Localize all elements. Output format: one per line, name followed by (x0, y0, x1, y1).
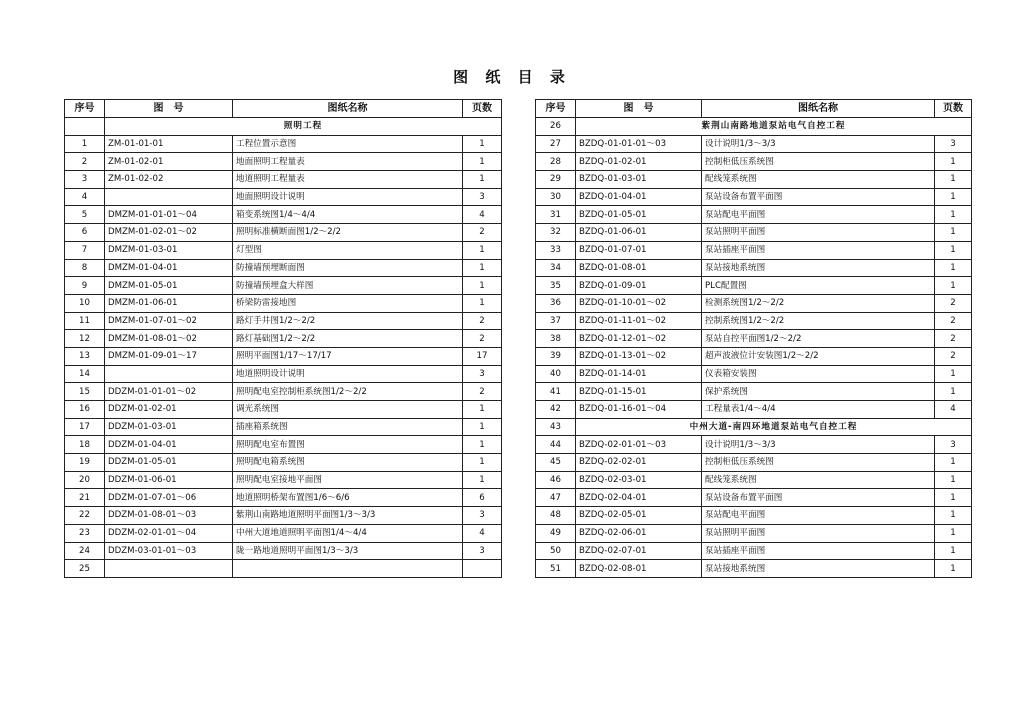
row-drawing-name: 紫荆山南路地道照明平面图1/3～3/3 (233, 507, 463, 525)
table-row (65, 206, 502, 224)
row-drawing-name (233, 560, 463, 578)
table-header-row (536, 100, 972, 118)
table-row (65, 524, 502, 542)
row-pages: 1 (935, 542, 972, 560)
row-drawing-name: 泵站设备布置平面图 (702, 188, 935, 206)
row-seq: 27 (536, 135, 576, 153)
row-pages: 1 (935, 471, 972, 489)
row-drawing-name: 控制柜低压系统图 (702, 153, 935, 171)
row-pages: 17 (463, 347, 502, 365)
row-drawing-name: 照明配电室控制柜系统图1/2～2/2 (233, 383, 463, 401)
section-title: 照明工程 (105, 118, 502, 136)
table-row (65, 418, 502, 436)
row-drawing-no: BZDQ-02-05-01 (576, 507, 702, 525)
row-drawing-name: 照明配电箱系统图 (233, 454, 463, 472)
row-pages: 2 (935, 294, 972, 312)
row-drawing-no: DMZM-01-06-01 (105, 294, 233, 312)
row-drawing-no: BZDQ-01-14-01 (576, 365, 702, 383)
table-row (65, 188, 502, 206)
row-drawing-name: 路灯手井图1/2～2/2 (233, 312, 463, 330)
row-seq: 6 (65, 224, 105, 242)
row-drawing-no: BZDQ-01-04-01 (576, 188, 702, 206)
page-title: 图 纸 目 录 (453, 68, 571, 86)
row-drawing-name: PLC配置图 (702, 277, 935, 295)
row-seq: 9 (65, 277, 105, 295)
row-drawing-no (105, 365, 233, 383)
row-pages: 1 (463, 259, 502, 277)
row-seq: 17 (65, 418, 105, 436)
row-drawing-no: ZM-01-02-02 (105, 171, 233, 189)
row-drawing-no: DMZM-01-05-01 (105, 277, 233, 295)
row-seq: 33 (536, 241, 576, 259)
row-drawing-no: DMZM-01-09-01～17 (105, 347, 233, 365)
row-drawing-no: BZDQ-01-16-01～04 (576, 401, 702, 419)
table-row (536, 401, 972, 419)
row-seq: 43 (536, 418, 576, 436)
row-drawing-no: BZDQ-02-06-01 (576, 524, 702, 542)
row-seq: 45 (536, 454, 576, 472)
table-row (536, 471, 972, 489)
row-pages: 6 (463, 489, 502, 507)
table-row (65, 365, 502, 383)
table-row (536, 347, 972, 365)
row-seq: 41 (536, 383, 576, 401)
row-drawing-name: 泵站自控平面图1/2～2/2 (702, 330, 935, 348)
row-seq: 15 (65, 383, 105, 401)
row-drawing-no: DDZM-03-01-01～03 (105, 542, 233, 560)
row-seq: 35 (536, 277, 576, 295)
row-pages: 4 (935, 401, 972, 419)
row-seq: 2 (65, 153, 105, 171)
row-pages: 1 (463, 471, 502, 489)
row-drawing-no: BZDQ-01-13-01～02 (576, 347, 702, 365)
row-pages: 1 (935, 277, 972, 295)
row-drawing-no: DDZM-01-06-01 (105, 471, 233, 489)
drawing-index-table-right (535, 99, 972, 578)
table-row (536, 330, 972, 348)
row-pages: 1 (463, 171, 502, 189)
table-row (65, 294, 502, 312)
table-row (536, 241, 972, 259)
row-drawing-no: BZDQ-01-05-01 (576, 206, 702, 224)
row-seq: 31 (536, 206, 576, 224)
drawing-index-table-left (64, 99, 502, 578)
table-row (536, 507, 972, 525)
row-drawing-name: 照明配电室布置图 (233, 436, 463, 454)
table-row (536, 206, 972, 224)
row-drawing-name: 设计说明1/3～3/3 (702, 135, 935, 153)
row-pages: 3 (463, 542, 502, 560)
section-row (536, 118, 972, 136)
row-seq: 8 (65, 259, 105, 277)
header-drawing-name: 图纸名称 (702, 100, 935, 118)
row-pages: 2 (463, 312, 502, 330)
table-row (65, 135, 502, 153)
table-row (65, 259, 502, 277)
row-seq: 47 (536, 489, 576, 507)
row-seq: 12 (65, 330, 105, 348)
table-row (65, 454, 502, 472)
row-pages: 1 (935, 560, 972, 578)
row-seq: 38 (536, 330, 576, 348)
row-pages: 1 (935, 188, 972, 206)
row-seq: 10 (65, 294, 105, 312)
row-drawing-no: BZDQ-02-08-01 (576, 560, 702, 578)
row-pages (463, 560, 502, 578)
row-seq: 50 (536, 542, 576, 560)
row-drawing-name: 地道照明设计说明 (233, 365, 463, 383)
table-row (65, 383, 502, 401)
row-drawing-name: 泵站接地系统图 (702, 560, 935, 578)
row-pages: 1 (463, 294, 502, 312)
row-seq: 37 (536, 312, 576, 330)
row-seq: 11 (65, 312, 105, 330)
table-header-row (65, 100, 502, 118)
table-row (65, 224, 502, 242)
row-seq: 14 (65, 365, 105, 383)
table-row (536, 224, 972, 242)
row-seq: 26 (536, 118, 576, 136)
row-drawing-name: 泵站配电平面图 (702, 507, 935, 525)
row-drawing-name: 配线笼系统图 (702, 471, 935, 489)
table-row (536, 171, 972, 189)
row-drawing-name: 灯型图 (233, 241, 463, 259)
row-pages: 1 (935, 524, 972, 542)
table-row (536, 383, 972, 401)
row-drawing-name: 泵站照明平面图 (702, 524, 935, 542)
table-row (536, 188, 972, 206)
table-row (536, 436, 972, 454)
row-seq: 1 (65, 135, 105, 153)
row-drawing-no: BZDQ-01-07-01 (576, 241, 702, 259)
row-seq: 49 (536, 524, 576, 542)
table-row (536, 524, 972, 542)
row-drawing-name: 防撞墙预埋断面图 (233, 259, 463, 277)
row-seq: 23 (65, 524, 105, 542)
row-pages: 4 (463, 524, 502, 542)
row-pages: 1 (935, 153, 972, 171)
row-drawing-no: DDZM-01-04-01 (105, 436, 233, 454)
table-row (536, 135, 972, 153)
row-drawing-no: DDZM-01-03-01 (105, 418, 233, 436)
row-drawing-no: ZM-01-01-01 (105, 135, 233, 153)
row-drawing-no (105, 188, 233, 206)
row-pages: 2 (463, 383, 502, 401)
header-drawing-no: 图 号 (576, 100, 702, 118)
row-drawing-name: 检测系统图1/2～2/2 (702, 294, 935, 312)
table-row (536, 259, 972, 277)
row-seq: 3 (65, 171, 105, 189)
table-row (536, 294, 972, 312)
table-row (65, 330, 502, 348)
row-seq: 5 (65, 206, 105, 224)
table-row (65, 312, 502, 330)
row-seq: 22 (65, 507, 105, 525)
row-drawing-name: 设计说明1/3～3/3 (702, 436, 935, 454)
row-seq: 42 (536, 401, 576, 419)
row-drawing-no: BZDQ-02-01-01～03 (576, 436, 702, 454)
row-seq: 7 (65, 241, 105, 259)
row-seq: 39 (536, 347, 576, 365)
row-seq: 20 (65, 471, 105, 489)
row-seq: 25 (65, 560, 105, 578)
row-pages: 1 (463, 401, 502, 419)
row-pages: 1 (935, 383, 972, 401)
row-drawing-no: ZM-01-02-01 (105, 153, 233, 171)
table-row (536, 542, 972, 560)
row-pages: 1 (463, 436, 502, 454)
row-drawing-no: DDZM-01-05-01 (105, 454, 233, 472)
row-seq: 44 (536, 436, 576, 454)
row-drawing-name: 工程量表1/4～4/4 (702, 401, 935, 419)
row-drawing-name: 工程位置示意图 (233, 135, 463, 153)
row-pages: 1 (463, 277, 502, 295)
row-drawing-name: 泵站接地系统图 (702, 259, 935, 277)
row-drawing-no: BZDQ-01-06-01 (576, 224, 702, 242)
table-row (536, 454, 972, 472)
row-drawing-no: BZDQ-02-07-01 (576, 542, 702, 560)
row-drawing-name: 泵站配电平面图 (702, 206, 935, 224)
row-seq: 36 (536, 294, 576, 312)
row-drawing-no: BZDQ-01-02-01 (576, 153, 702, 171)
table-row (65, 347, 502, 365)
row-pages: 1 (935, 224, 972, 242)
table-row (65, 241, 502, 259)
row-pages: 3 (463, 365, 502, 383)
row-drawing-name: 桥梁防雷接地图 (233, 294, 463, 312)
row-seq: 21 (65, 489, 105, 507)
row-pages: 1 (463, 241, 502, 259)
row-seq: 4 (65, 188, 105, 206)
row-drawing-name: 调光系统图 (233, 401, 463, 419)
table-row (65, 560, 502, 578)
row-pages: 1 (935, 454, 972, 472)
row-drawing-name: 中州大道地道照明平面图1/4～4/4 (233, 524, 463, 542)
row-drawing-name: 插座箱系统图 (233, 418, 463, 436)
row-drawing-no: BZDQ-01-10-01～02 (576, 294, 702, 312)
row-drawing-no: BZDQ-01-09-01 (576, 277, 702, 295)
row-seq: 29 (536, 171, 576, 189)
table-row (65, 489, 502, 507)
row-pages: 2 (935, 312, 972, 330)
row-pages: 1 (935, 507, 972, 525)
row-drawing-name: 地面照明工程量表 (233, 153, 463, 171)
row-seq: 30 (536, 188, 576, 206)
row-drawing-name: 保护系统图 (702, 383, 935, 401)
row-drawing-no: BZDQ-01-11-01～02 (576, 312, 702, 330)
row-seq: 16 (65, 401, 105, 419)
row-drawing-no: BZDQ-02-04-01 (576, 489, 702, 507)
header-pages: 页数 (935, 100, 972, 118)
row-drawing-no: DDZM-01-08-01～03 (105, 507, 233, 525)
table-row (536, 365, 972, 383)
table-row (65, 171, 502, 189)
row-pages: 1 (463, 135, 502, 153)
row-drawing-name: 泵站设备布置平面图 (702, 489, 935, 507)
row-drawing-no: BZDQ-01-12-01～02 (576, 330, 702, 348)
row-drawing-no: DMZM-01-02-01～02 (105, 224, 233, 242)
row-pages: 3 (463, 188, 502, 206)
header-seq: 序号 (536, 100, 576, 118)
table-row (65, 277, 502, 295)
row-drawing-name: 泵站照明平面图 (702, 224, 935, 242)
row-seq: 40 (536, 365, 576, 383)
section-row (65, 118, 502, 136)
row-seq (65, 118, 105, 136)
row-drawing-name: 仪表箱安装图 (702, 365, 935, 383)
row-pages: 1 (463, 153, 502, 171)
row-drawing-name: 箱变系统图1/4～4/4 (233, 206, 463, 224)
table-row (536, 153, 972, 171)
row-drawing-no: BZDQ-01-03-01 (576, 171, 702, 189)
row-seq: 46 (536, 471, 576, 489)
row-drawing-name: 控制柜低压系统图 (702, 454, 935, 472)
row-drawing-no: DMZM-01-01-01～04 (105, 206, 233, 224)
row-drawing-name: 泵站插座平面图 (702, 241, 935, 259)
row-pages: 2 (935, 347, 972, 365)
row-pages: 1 (463, 418, 502, 436)
row-drawing-no: DMZM-01-03-01 (105, 241, 233, 259)
row-drawing-name: 地面照明设计说明 (233, 188, 463, 206)
row-drawing-name: 陇一路地道照明平面图1/3～3/3 (233, 542, 463, 560)
row-drawing-no: DMZM-01-04-01 (105, 259, 233, 277)
row-drawing-name: 地道照明桥架布置图1/6～6/6 (233, 489, 463, 507)
row-pages: 3 (935, 135, 972, 153)
row-drawing-name: 控制系统图1/2～2/2 (702, 312, 935, 330)
table-row (536, 560, 972, 578)
row-pages: 1 (463, 454, 502, 472)
row-pages: 1 (935, 171, 972, 189)
section-row (536, 418, 972, 436)
header-drawing-no: 图 号 (105, 100, 233, 118)
row-seq: 19 (65, 454, 105, 472)
row-drawing-name: 防撞墙预埋盒大样图 (233, 277, 463, 295)
row-pages: 4 (463, 206, 502, 224)
row-drawing-name: 路灯基础图1/2～2/2 (233, 330, 463, 348)
header-drawing-name: 图纸名称 (233, 100, 463, 118)
row-drawing-no: DDZM-02-01-01～04 (105, 524, 233, 542)
row-seq: 13 (65, 347, 105, 365)
row-drawing-no: DDZM-01-01-01～02 (105, 383, 233, 401)
row-pages: 1 (935, 241, 972, 259)
row-drawing-name: 照明标准横断面图1/2～2/2 (233, 224, 463, 242)
header-pages: 页数 (463, 100, 502, 118)
table-row (65, 153, 502, 171)
row-pages: 2 (463, 224, 502, 242)
header-seq: 序号 (65, 100, 105, 118)
row-pages: 2 (463, 330, 502, 348)
row-pages: 1 (935, 206, 972, 224)
row-drawing-no: BZDQ-01-08-01 (576, 259, 702, 277)
row-drawing-name: 泵站插座平面图 (702, 542, 935, 560)
row-pages: 1 (935, 489, 972, 507)
row-drawing-no: BZDQ-01-15-01 (576, 383, 702, 401)
row-seq: 51 (536, 560, 576, 578)
table-row (536, 312, 972, 330)
row-seq: 32 (536, 224, 576, 242)
row-drawing-name: 照明平面图1/17～17/17 (233, 347, 463, 365)
row-drawing-no: DMZM-01-08-01～02 (105, 330, 233, 348)
row-drawing-no: DMZM-01-07-01～02 (105, 312, 233, 330)
table-row (536, 277, 972, 295)
row-drawing-name: 地道照明工程量表 (233, 171, 463, 189)
row-pages: 3 (463, 507, 502, 525)
row-pages: 2 (935, 330, 972, 348)
row-seq: 28 (536, 153, 576, 171)
row-drawing-no: BZDQ-02-03-01 (576, 471, 702, 489)
row-drawing-no (105, 560, 233, 578)
table-row (65, 471, 502, 489)
row-seq: 18 (65, 436, 105, 454)
row-seq: 34 (536, 259, 576, 277)
row-drawing-no: BZDQ-02-02-01 (576, 454, 702, 472)
section-title: 紫荆山南路地道泵站电气自控工程 (576, 118, 972, 136)
row-drawing-name: 配线笼系统图 (702, 171, 935, 189)
section-title: 中州大道-南四环地道泵站电气自控工程 (576, 418, 972, 436)
table-row (65, 401, 502, 419)
row-drawing-name: 超声波液位计安装图1/2～2/2 (702, 347, 935, 365)
table-row (536, 489, 972, 507)
row-drawing-no: DDZM-01-02-01 (105, 401, 233, 419)
row-drawing-no: BZDQ-01-01-01～03 (576, 135, 702, 153)
row-pages: 1 (935, 365, 972, 383)
table-row (65, 542, 502, 560)
table-row (65, 507, 502, 525)
row-seq: 24 (65, 542, 105, 560)
row-pages: 3 (935, 436, 972, 454)
row-drawing-no: DDZM-01-07-01～06 (105, 489, 233, 507)
row-drawing-name: 照明配电室接地平面图 (233, 471, 463, 489)
table-row (65, 436, 502, 454)
row-pages: 1 (935, 259, 972, 277)
row-seq: 48 (536, 507, 576, 525)
